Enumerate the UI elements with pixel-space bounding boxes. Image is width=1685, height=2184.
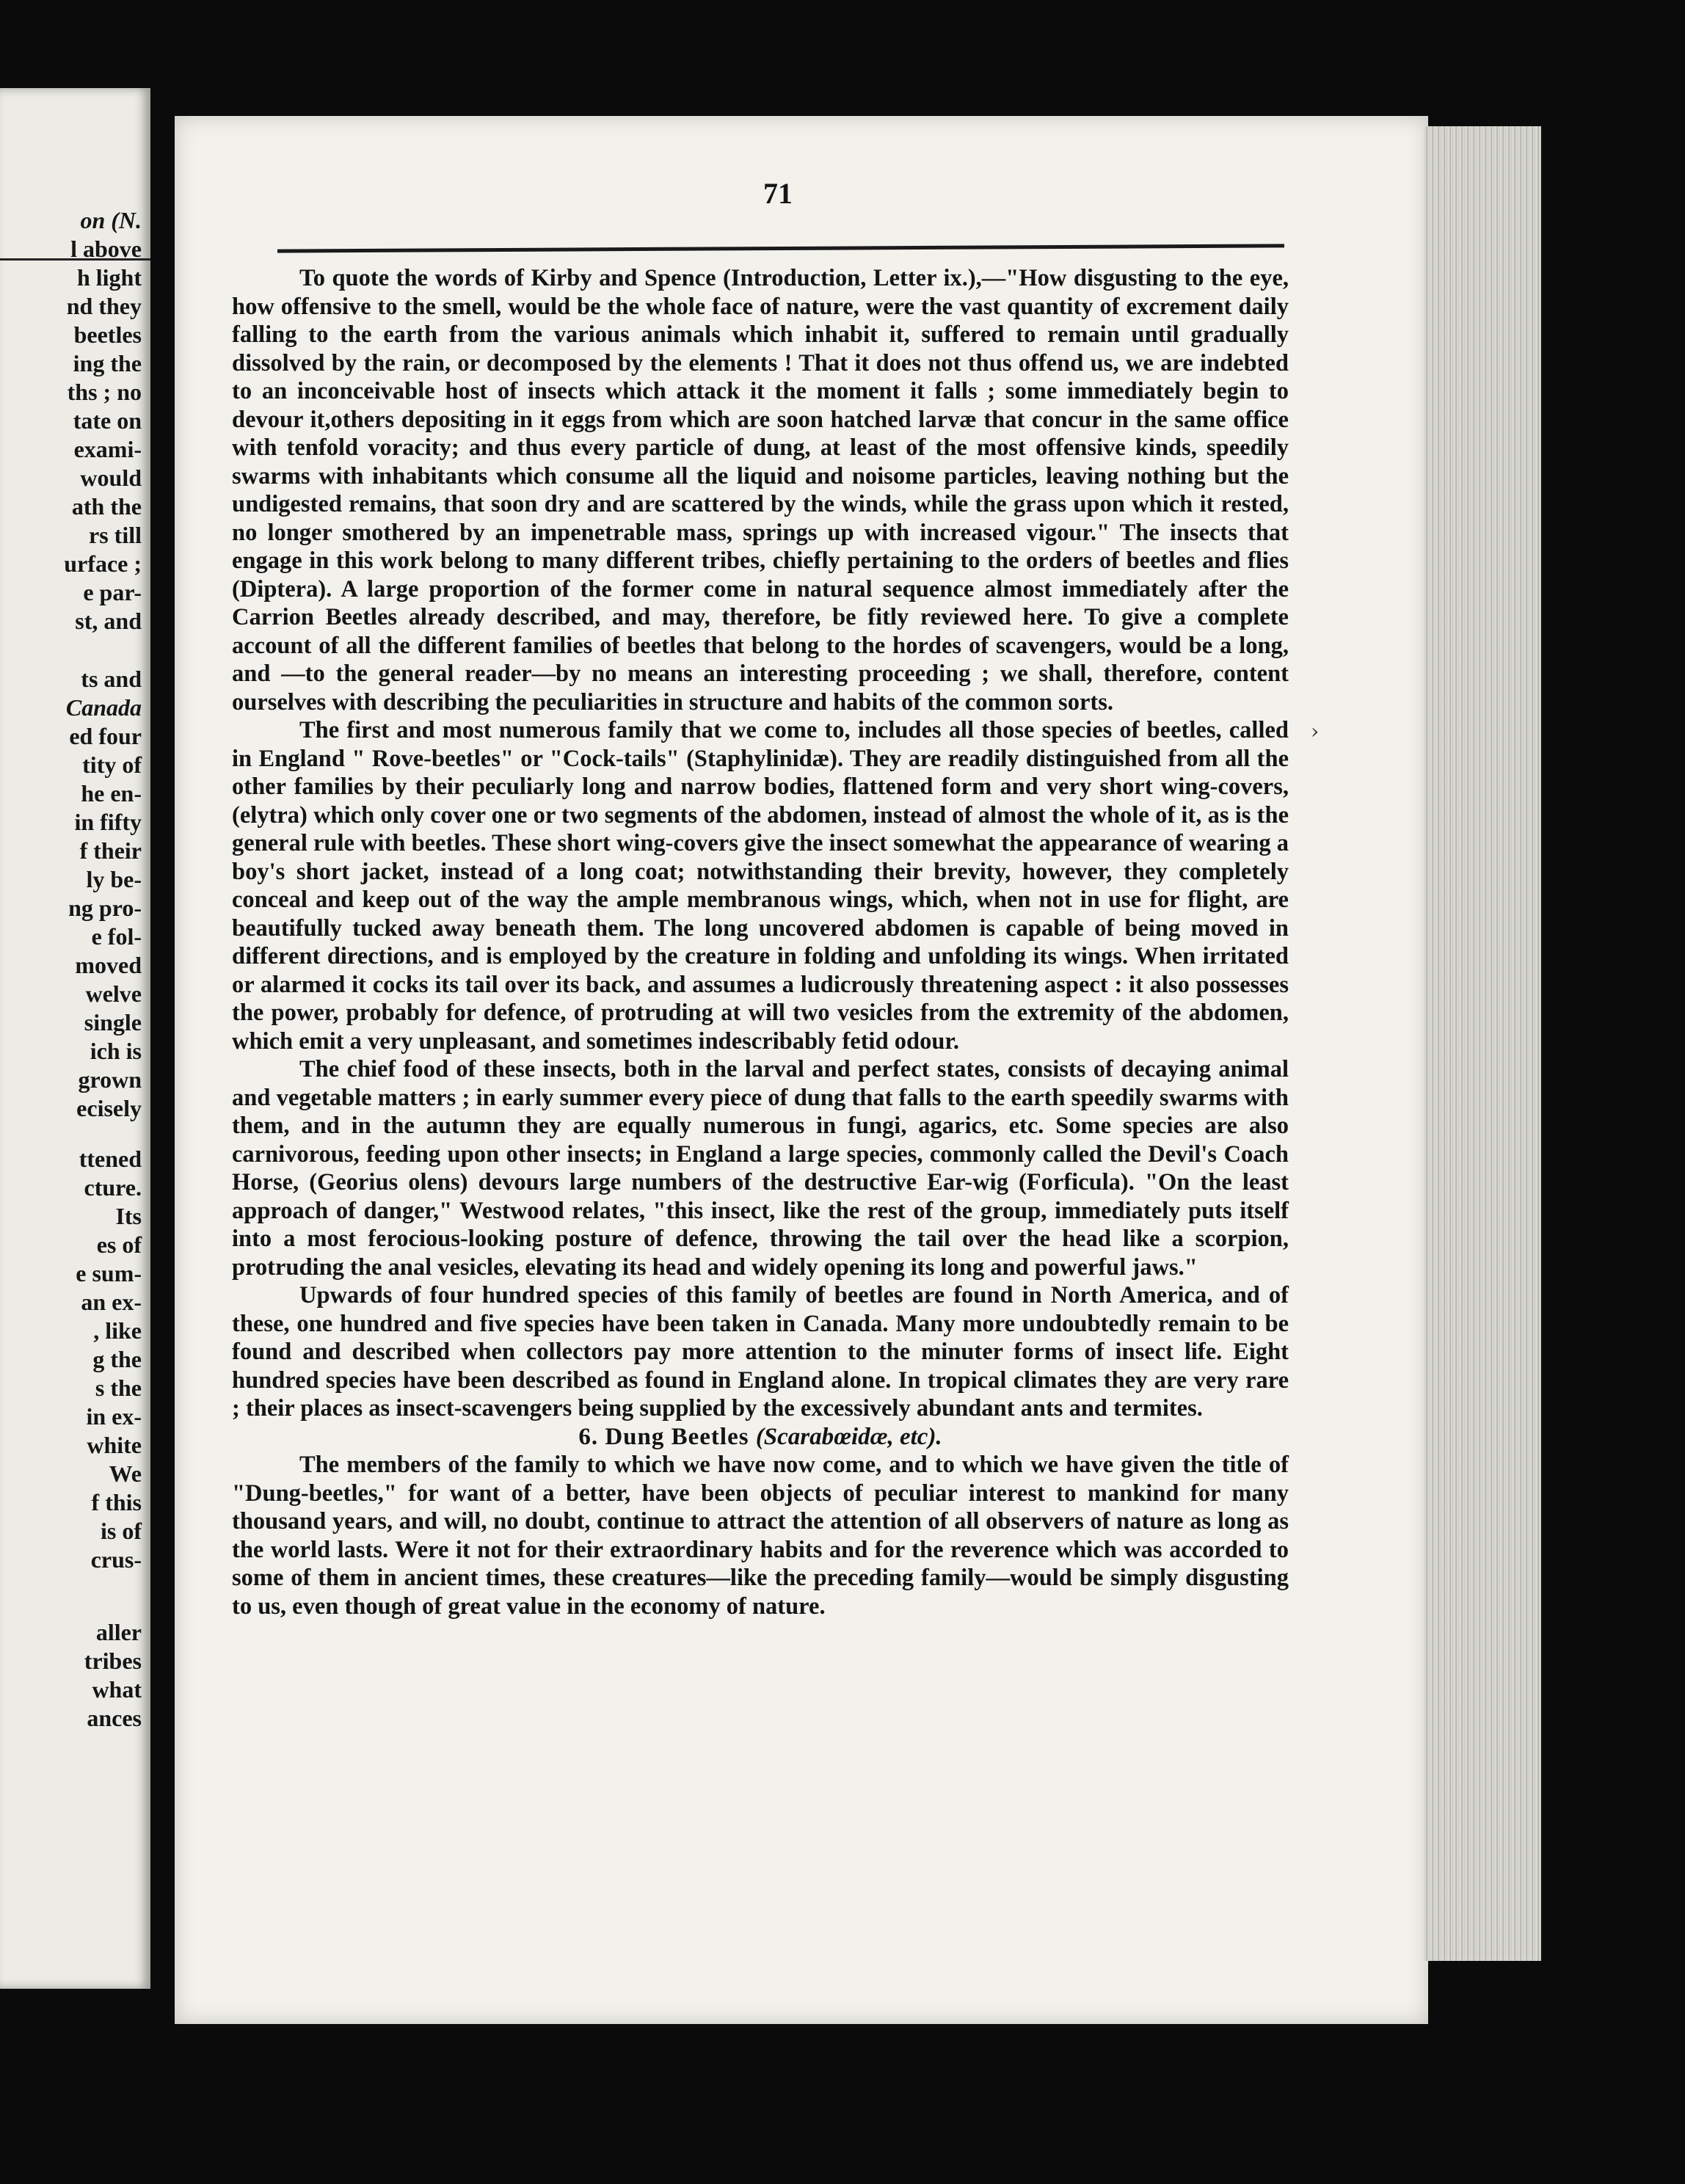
left-page-line: ing the [73,350,142,376]
left-page-line: e sum- [76,1260,142,1286]
left-page-line: rs till [89,522,142,548]
left-page-line: exami- [73,436,142,462]
left-page-line: in ex- [86,1403,142,1430]
left-page-line: ich is [90,1038,142,1064]
left-page-line: g the [92,1346,142,1372]
left-page-line: h light [76,264,142,291]
left-page-line: in fifty [74,809,142,835]
left-page-line: es of [96,1231,142,1258]
left-page-line: f this [91,1489,142,1515]
left-page-line: tate on [73,407,142,434]
paragraph: To quote the words of Kirby and Spence (Introduction, Letter ix.),—"How disgusting to the eye, how offensive to the smell, would be the whole face of nature, were the vast quantity of excrement daily falling to the earth from the various animals which inhabit it, suffered to remain until gradually dissolved by the rain, or decomposed by the elements ! That it does not thus offend us, we are indebted to an inconceivable host of insects which attack it the moment it falls ; some immediately begin to devour it,others depositing in it eggs from which are soon hatched larvæ that concur in the same office with tenfold voracity; and thus every particle of dung, at least of the most offensive kinds, speedily swarms with inhabitants which consume all the liquid and noisome particles, leaving nothing but the undigested remains, that soon dry and are scattered by the winds, while the grass upon which it rested, no longer smothered by an impenetrable mass, springs up with increased vigour." The insects that engage in this work belong to many different tribes, chiefly pertaining to the orders of beetles and flies (Diptera). A large proportion of the former come in natural sequence almost immediately after the Carrion Beetles already described, and may, therefore, be fitly reviewed here. To give a complete account of all the different families of beetles that belong to the hordes of scavengers, would be a long, and —to the general reader—by no means an interesting proceeding ; we shall, therefore, content ourselves with describing the peculiarities in structure and habits of the common sorts. [232,265,1289,716]
left-page-line: tity of [82,751,142,778]
left-page-line: ths ; no [67,379,142,405]
left-page-line: on (N. [80,207,142,233]
left-page-fragment [0,88,150,1989]
section-heading-title: 6. Dung Beetles [578,1423,749,1450]
left-page-line: would [80,465,142,491]
paragraph: The members of the family to which we have now come, and to which we have given the title of "Dung-beetles," for want of a better, have been objects of peculiar interest to mankind for many thousand years, and will, no doubt, continue to attract the attention of all observers of nature as long as the world lasts. Were it not for their extraordinary habits and for the reverence which was accorded to some of them in ancient times, these creatures—like the preceding family—would be simply disgusting to us, even though of great value in the economy of nature. [232,1452,1289,1620]
left-page-line: st, and [75,608,142,634]
left-page-line: ances [87,1705,142,1731]
left-page-line: ts and [81,666,142,692]
section-heading-latin: (Scarabœidæ, etc). [755,1423,942,1450]
left-page-line: beetles [73,321,142,348]
page-body-text [232,264,1289,1620]
left-page-line: welve [85,980,142,1007]
paragraph: The chief food of these insects, both in the larval and perfect states, consists of decaying animal and vegetable matters ; in early summer every piece of dung that falls to the earth speedily swarms with them, and in the autumn they are equally numerous in fungi, agarics, etc. Some species are also carnivorous, feeding upon other insects; in England a large species, commonly called the Devil's Coach Horse, (Georius olens) devours large numbers of the destructive Ear-wig (Forficula). "On the least approach of danger," Westwood relates, "this insect, like the rest of the group, immediately puts itself into a most ferocious-looking posture of defence, throwing the tail over the head like a scorpion, protruding the anal vesicles, elevating its head and widely opening its long and powerful jaws." [232,1056,1289,1281]
left-page-line: ttened [79,1146,142,1172]
left-page-line: ng pro- [68,895,142,921]
section-heading [232,1423,1289,1452]
left-page-line: crus- [90,1546,142,1573]
left-page-line: We [109,1460,142,1487]
left-page-line: cture. [84,1174,142,1201]
left-page-line: s the [95,1375,142,1401]
page-number: 71 [763,177,793,210]
left-page-line: Canada [65,694,142,721]
left-page-line: ly be- [86,866,142,892]
margin-mark: › [1311,719,1320,743]
left-page-line: urface ; [64,550,142,577]
left-page-line: , like [93,1317,142,1344]
left-page-line: Its [115,1203,142,1229]
left-page-line: single [84,1009,142,1035]
left-page-line: e fol- [91,923,142,950]
paragraph: Upwards of four hundred species of this family of beetles are found in North America, and of these, one hundred and five species have been taken in Canada. Many more undoubtedly remain to be found and described when collectors pay more attention to the minuter forms of insect life. Eight hundred species have been described as found in England alone. In tropical climates they are very rare ; their places as insect-scavengers being supplied by the excessively abundant ants and termites. [232,1282,1289,1422]
left-page-line: ed four [69,723,142,749]
left-page-line: grown [78,1066,142,1093]
paragraph: The first and most numerous family that we come to, includes all those species of beetles, called in England " Rove-beetles" or "Cock-tails" (Staphylinidæ). They are readily distinguished from all the other families by their peculiarly long and narrow bodies, flattened form and very short wing-covers, (elytra) which only cover one or two segments of the abdomen, instead of almost the whole of it, as is the general rule with beetles. These short wing-covers give the insect somewhat the appearance of wearing a boy's short jacket, instead of a long coat; notwithstanding their brevity, however, they completely conceal and keep out of the way the ample membranous wings, which, when not in use for flight, are beautifully tucked away beneath them. The long uncovered abdomen is capable of being moved in different directions, and is employed by the creature in folding and unfolding its wings. When irritated or alarmed it cocks its tail over its back, and assumes a ludicrously threatening aspect : it also possesses the power, probably for defence, of protruding at will two vesicles from the extremity of the abdomen, which emit a very unpleasant, and sometimes indescribably fetid odour. [232,717,1289,1055]
left-page-line: l above [70,236,142,262]
left-page-line: what [92,1676,142,1703]
left-page-line: he en- [81,780,142,807]
left-page-line: aller [95,1619,142,1645]
left-page-line: e par- [83,579,142,605]
left-page-line: is of [101,1518,142,1544]
page-edges [1424,126,1541,1961]
left-page-line: ath the [71,493,142,520]
left-page-line: tribes [84,1648,142,1674]
left-page-line: f their [79,837,142,864]
left-page-line: an ex- [81,1289,142,1315]
left-page-line: moved [75,952,142,978]
left-page-line: white [87,1432,142,1458]
left-page-line: nd they [66,293,142,319]
left-page-line: ecisely [76,1095,142,1121]
